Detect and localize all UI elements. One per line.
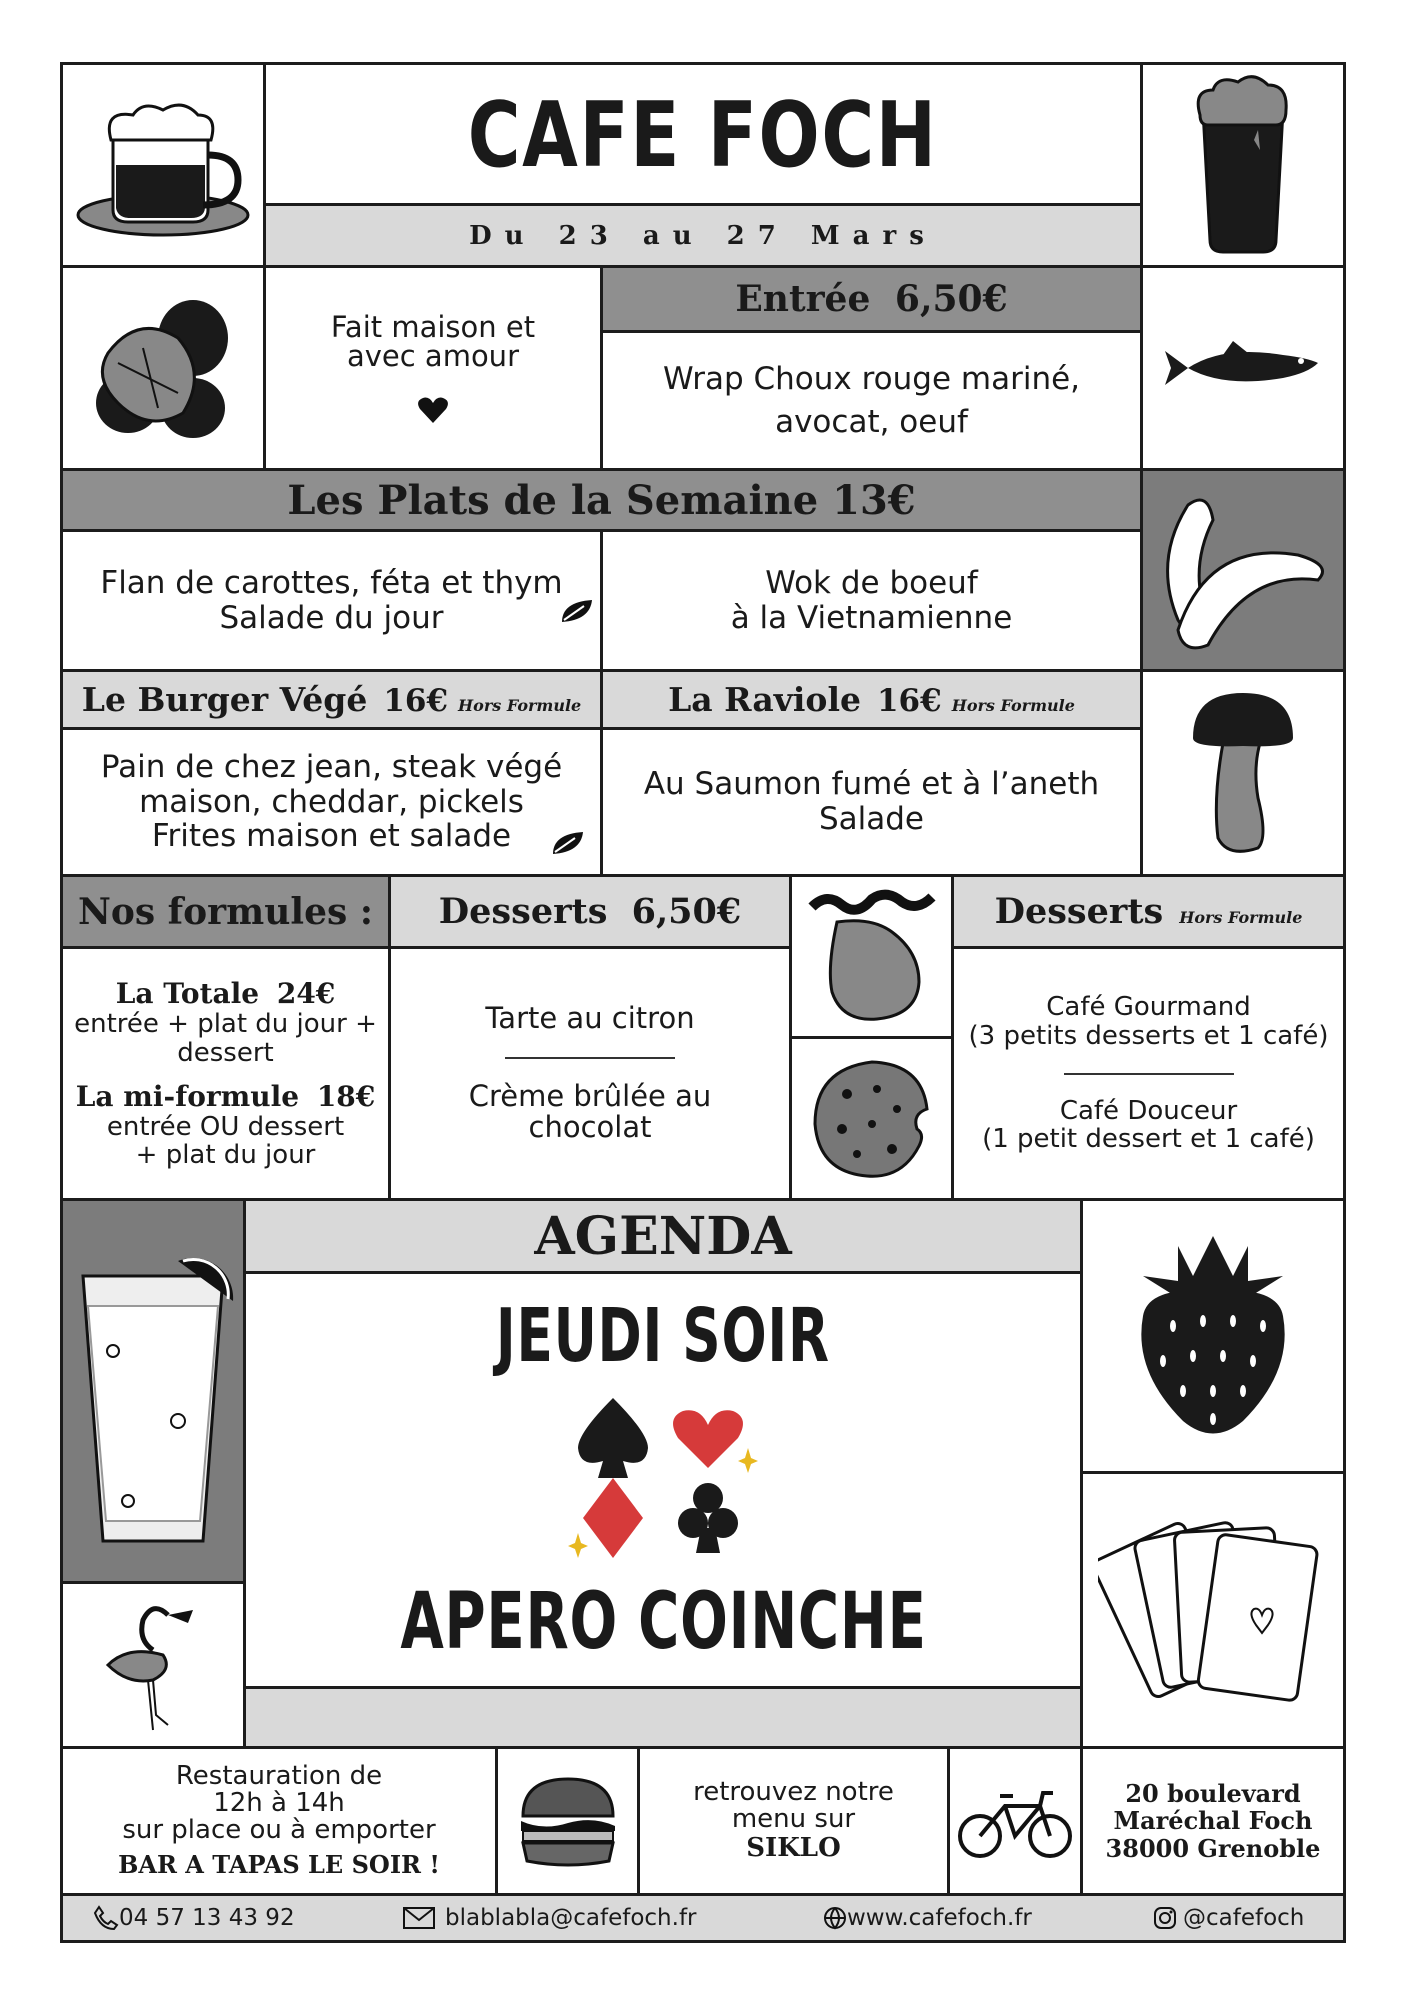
coffee-cup-icon (73, 90, 253, 240)
siklo-line3[interactable]: SIKLO (746, 1833, 841, 1864)
totale-price: 24€ (276, 977, 336, 1011)
mi-formule-name: La mi-formule (75, 1079, 300, 1113)
cafe-gourmand-desc: (3 petits desserts et 1 café) (968, 1020, 1329, 1051)
instagram-handle[interactable]: @cafefoch (1183, 1905, 1305, 1931)
address-line3: 38000 Grenoble (1105, 1833, 1321, 1863)
raviole-dish (600, 727, 1143, 877)
entree-header (600, 265, 1143, 333)
tagline-text: Fait maison et avec amour (330, 310, 536, 373)
beer-cell (1140, 62, 1346, 268)
sausage-cell (1140, 468, 1346, 672)
logo-title: CAFE FOCH (468, 83, 938, 188)
address-cell (1080, 1746, 1346, 1896)
burger-title: Le Burger Végé (81, 680, 368, 719)
tagline-cell (263, 265, 603, 471)
entree-line2: avocat, oeuf (775, 403, 968, 440)
mushroom-cell (1140, 669, 1346, 877)
cookie-cell (789, 1036, 954, 1201)
dessert-item2-line1: Crème brûlée au (468, 1078, 712, 1113)
mushroom-icon (1188, 688, 1298, 858)
plat-left-line1: Flan de carottes, féta et thym (100, 564, 563, 601)
siklo-cell (637, 1746, 950, 1896)
siklo-line2: menu sur (731, 1804, 856, 1834)
burger-icon-cell (495, 1746, 640, 1896)
vegetarian-leaf-icon (551, 830, 585, 856)
desserts-hf-title: Desserts (994, 891, 1164, 932)
burger-line1: Pain de chez jean, steak végé (100, 748, 563, 785)
globe-icon (823, 1906, 847, 1930)
address-line1: 20 boulevard (1125, 1778, 1301, 1808)
address-line2: Maréchal Foch (1113, 1806, 1313, 1836)
raviole-header (600, 669, 1143, 730)
hours-line2: 12h à 14h (213, 1787, 345, 1818)
sausage-icon (1148, 480, 1338, 660)
burger-price: 16€ (383, 683, 449, 719)
vegetarian-leaf-icon (560, 598, 594, 624)
entree-label: Entrée (735, 278, 871, 320)
burger-dish (60, 727, 603, 877)
totale-line1: entrée + plat du jour + (74, 1009, 377, 1040)
agenda-line2: APERO COINCHE (399, 1577, 927, 1667)
raviole-line2: Salade (818, 801, 925, 837)
cookie-icon (807, 1054, 937, 1184)
desserts-hf-body (951, 946, 1346, 1201)
plat-right (600, 529, 1143, 672)
email-icon (403, 1907, 435, 1929)
hours-cell (60, 1746, 498, 1896)
plat-right-line1: Wok de boeuf (765, 564, 978, 601)
dates-text: Du 23 au 27 Mars (469, 220, 937, 251)
totale-name: La Totale (115, 977, 260, 1011)
cafe-douceur-desc: (1 petit dessert et 1 café) (982, 1124, 1315, 1155)
raviole-title: La Raviole (668, 680, 861, 719)
plat-left-line2: Salade du jour (219, 599, 444, 636)
burger-header (60, 669, 603, 730)
website-link[interactable]: www.cafefoch.fr (847, 1905, 1032, 1931)
agenda-footer-band (243, 1686, 1083, 1749)
flamingo-icon (98, 1595, 208, 1735)
plat-left (60, 529, 603, 672)
pear-cell (789, 874, 954, 1039)
flamingo-cell (60, 1581, 246, 1749)
divider (505, 1057, 675, 1059)
strawberry-icon (1123, 1231, 1303, 1441)
email-address[interactable]: blablabla@cafefoch.fr (445, 1905, 697, 1931)
entree-price: 6,50€ (894, 278, 1008, 320)
desserts-hf-header (951, 874, 1346, 949)
cafe-gourmand-name: Café Gourmand (1046, 992, 1251, 1023)
totale-line2: dessert (177, 1037, 274, 1068)
cards-cell (1080, 1471, 1346, 1749)
burger-icon (513, 1771, 623, 1871)
card-suits-icon (568, 1393, 758, 1563)
plats-header (60, 468, 1143, 532)
cafe-douceur-name: Café Douceur (1059, 1095, 1238, 1126)
plat-right-line2: à la Vietnamienne (730, 599, 1013, 636)
contact-bar (60, 1893, 1346, 1943)
desserts-hf-tag: Hors Formule (1179, 908, 1303, 927)
logo-cell (263, 62, 1143, 206)
divider (1064, 1073, 1234, 1075)
coffee-cell (60, 62, 266, 268)
bicycle-icon (955, 1781, 1075, 1861)
dessert-item2-line2: chocolat (528, 1110, 652, 1145)
formules-body (60, 946, 391, 1201)
siklo-line1: retrouvez notre (693, 1776, 894, 1807)
dessert-item1: Tarte au citron (485, 1000, 695, 1035)
fish-icon (1163, 333, 1323, 403)
agenda-header (243, 1198, 1083, 1274)
dates-banner (263, 203, 1143, 268)
agenda-title: AGENDA (534, 1205, 792, 1267)
desserts-price: 6,50€ (631, 891, 742, 932)
instagram-icon (1153, 1906, 1177, 1930)
entree-line1: Wrap Choux rouge mariné, (662, 360, 1081, 397)
desserts-header (388, 874, 792, 949)
agenda-line1: JEUDI SOIR (496, 1293, 830, 1379)
drink-cell (60, 1198, 246, 1584)
formules-header (60, 874, 391, 949)
burger-line3: Frites maison et salade (151, 818, 512, 855)
strawberry-cell (1080, 1198, 1346, 1474)
mi-formule-line1: entrée OU dessert (106, 1111, 345, 1142)
lemonade-glass-icon (68, 1221, 238, 1561)
fish-cell (1140, 265, 1346, 471)
raviole-line1: Au Saumon fumé et à l’aneth (643, 766, 1100, 803)
phone-number[interactable]: 04 57 13 43 92 (119, 1905, 295, 1931)
desserts-body (388, 946, 792, 1201)
hours-line3: sur place ou à emporter (122, 1815, 436, 1846)
hours-line1: Restauration de (175, 1760, 383, 1791)
desserts-title: Desserts (438, 891, 608, 932)
playing-cards-icon (1098, 1495, 1328, 1725)
plats-title: Les Plats de la Semaine 13€ (287, 476, 916, 524)
heart-icon (418, 397, 448, 423)
burger-line2: maison, cheddar, pickels (139, 783, 524, 820)
pear-icon (807, 887, 937, 1027)
mi-formule-price: 18€ (316, 1079, 376, 1113)
raviole-tag: Hors Formule (951, 696, 1075, 715)
bike-cell (947, 1746, 1083, 1896)
entree-dish (600, 330, 1143, 471)
raviole-price: 16€ (876, 683, 942, 719)
hours-line4: BAR A TAPAS LE SOIR ! (118, 1850, 440, 1880)
burger-tag: Hors Formule (458, 696, 582, 715)
mi-formule-line2: + plat du jour (135, 1140, 316, 1171)
agenda-body (243, 1271, 1083, 1689)
formules-title: Nos formules : (77, 890, 374, 933)
hazelnut-icon (88, 293, 238, 443)
phone-icon (93, 1905, 119, 1931)
beer-glass-icon (1188, 70, 1298, 260)
hazelnut-cell (60, 265, 266, 471)
